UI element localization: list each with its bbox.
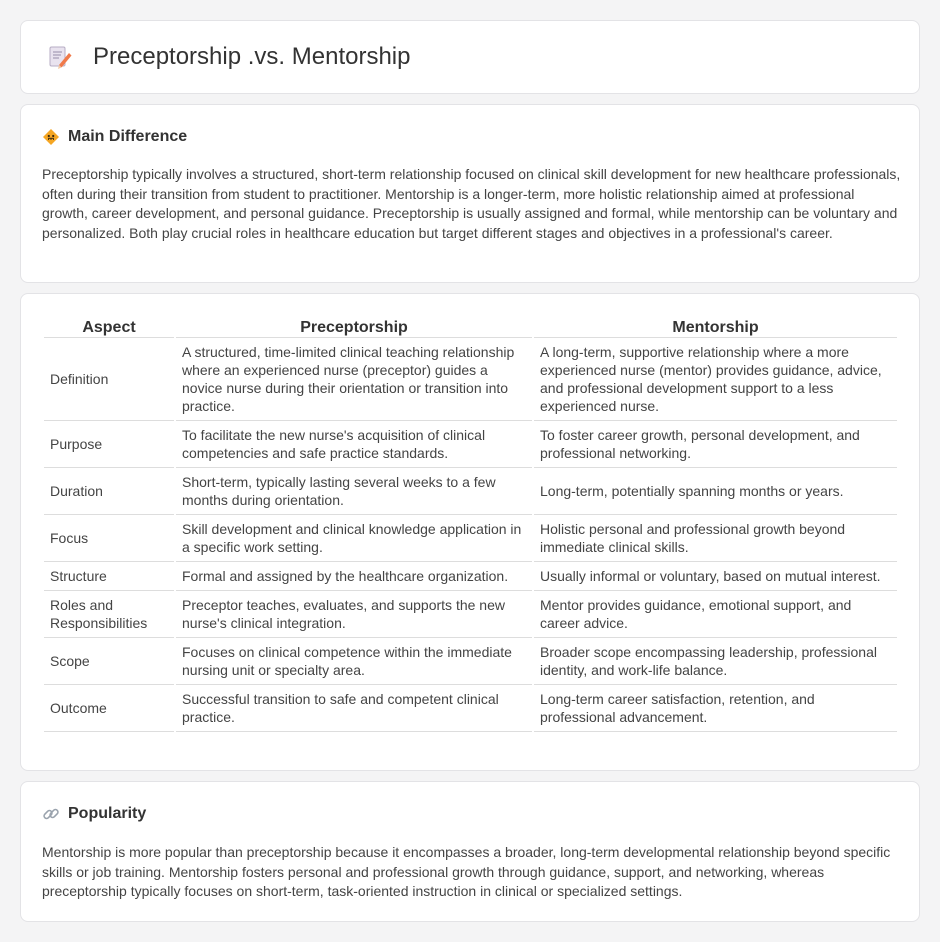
table-row [44,515,897,562]
table-row [44,638,897,685]
preceptorship-cell: Preceptor teaches, evaluates, and supports the new nurse's clinical integration. [176,591,532,638]
main-difference-text: Preceptorship typically involves a structured, short-term relationship focused on clinical skill development for new healthcare professionals, often during their transition from student to practitioner. Mentorship is a longer-term, more holistic relationship aimed at professional growth, career development, and personal guidance. Preceptorship is usually assigned and formal, while mentorship can be voluntary and personalized. Both play crucial roles in healthcare education but target different stages and objectives in a professional's career. [42,166,901,241]
title-row [47,43,410,71]
popularity-card [20,781,920,922]
title-card [20,20,920,94]
preceptorship-cell: Formal and assigned by the healthcare organization. [176,562,532,591]
preceptorship-cell: Focuses on clinical competence within the immediate nursing unit or specialty area. [176,638,532,685]
link-icon [42,805,60,823]
aspect-cell: Scope [44,638,174,685]
preceptorship-cell: Short-term, typically lasting several weeks to a few months during orientation. [176,468,532,515]
mentorship-cell: Mentor provides guidance, emotional support, and career advice. [534,591,897,638]
popularity-heading: Popularity [68,805,147,822]
diamond-warning-icon [42,128,60,146]
mentorship-cell: Usually informal or voluntary, based on mutual interest. [534,562,897,591]
popularity-header [42,805,146,823]
main-difference-header [42,128,187,146]
main-difference-card [20,104,920,283]
page-title: Preceptorship .vs. Mentorship [93,43,411,70]
preceptorship-cell: Skill development and clinical knowledge application in a specific work setting. [176,515,532,562]
column-header-preceptorship: Preceptorship [176,316,532,338]
comparison-card [20,293,920,771]
comparison-table [42,316,899,732]
aspect-cell: Roles and Responsibilities [44,591,174,638]
aspect-cell: Definition [44,338,174,421]
preceptorship-cell: Successful transition to safe and competent clinical practice. [176,685,532,732]
column-header-aspect: Aspect [44,316,174,338]
table-header-row [44,316,897,338]
preceptorship-cell: A structured, time-limited clinical teaching relationship where an experienced nurse (preceptor) guides a novice nurse during their orientation or transition into practice. [176,338,532,421]
aspect-cell: Outcome [44,685,174,732]
mentorship-cell: Long-term career satisfaction, retention, and professional advancement. [534,685,897,732]
aspect-cell: Duration [44,468,174,515]
aspect-cell: Purpose [44,421,174,468]
popularity-text: Mentorship is more popular than preceptorship because it encompasses a broader, long-term developmental relationship beyond specific skills or job training. Mentorship fosters personal and professional growth through guidance, support, and networking, whereas preceptorship typically focuses on short-term, task-oriented instruction in clinical or specialized settings. [42,844,891,899]
table-row [44,468,897,515]
mentorship-cell: A long-term, supportive relationship where a more experienced nurse (mentor) provides guidance, advice, and professional development support to a less experienced nurse. [534,338,897,421]
mentorship-cell: Broader scope encompassing leadership, professional identity, and work-life balance. [534,638,897,685]
main-difference-heading: Main Difference [68,128,188,145]
column-header-mentorship: Mentorship [534,316,897,338]
mentorship-cell: To foster career growth, personal development, and professional networking. [534,421,897,468]
table-row [44,421,897,468]
table-row [44,685,897,732]
mentorship-cell: Holistic personal and professional growth beyond immediate clinical skills. [534,515,897,562]
aspect-cell: Structure [44,562,174,591]
preceptorship-cell: To facilitate the new nurse's acquisition of clinical competencies and safe practice standards. [176,421,532,468]
aspect-cell: Focus [44,515,174,562]
table-row [44,562,897,591]
table-row [44,338,897,421]
table-row [44,591,897,638]
mentorship-cell: Long-term, potentially spanning months or years. [534,468,897,515]
document-pencil-icon [47,44,73,70]
